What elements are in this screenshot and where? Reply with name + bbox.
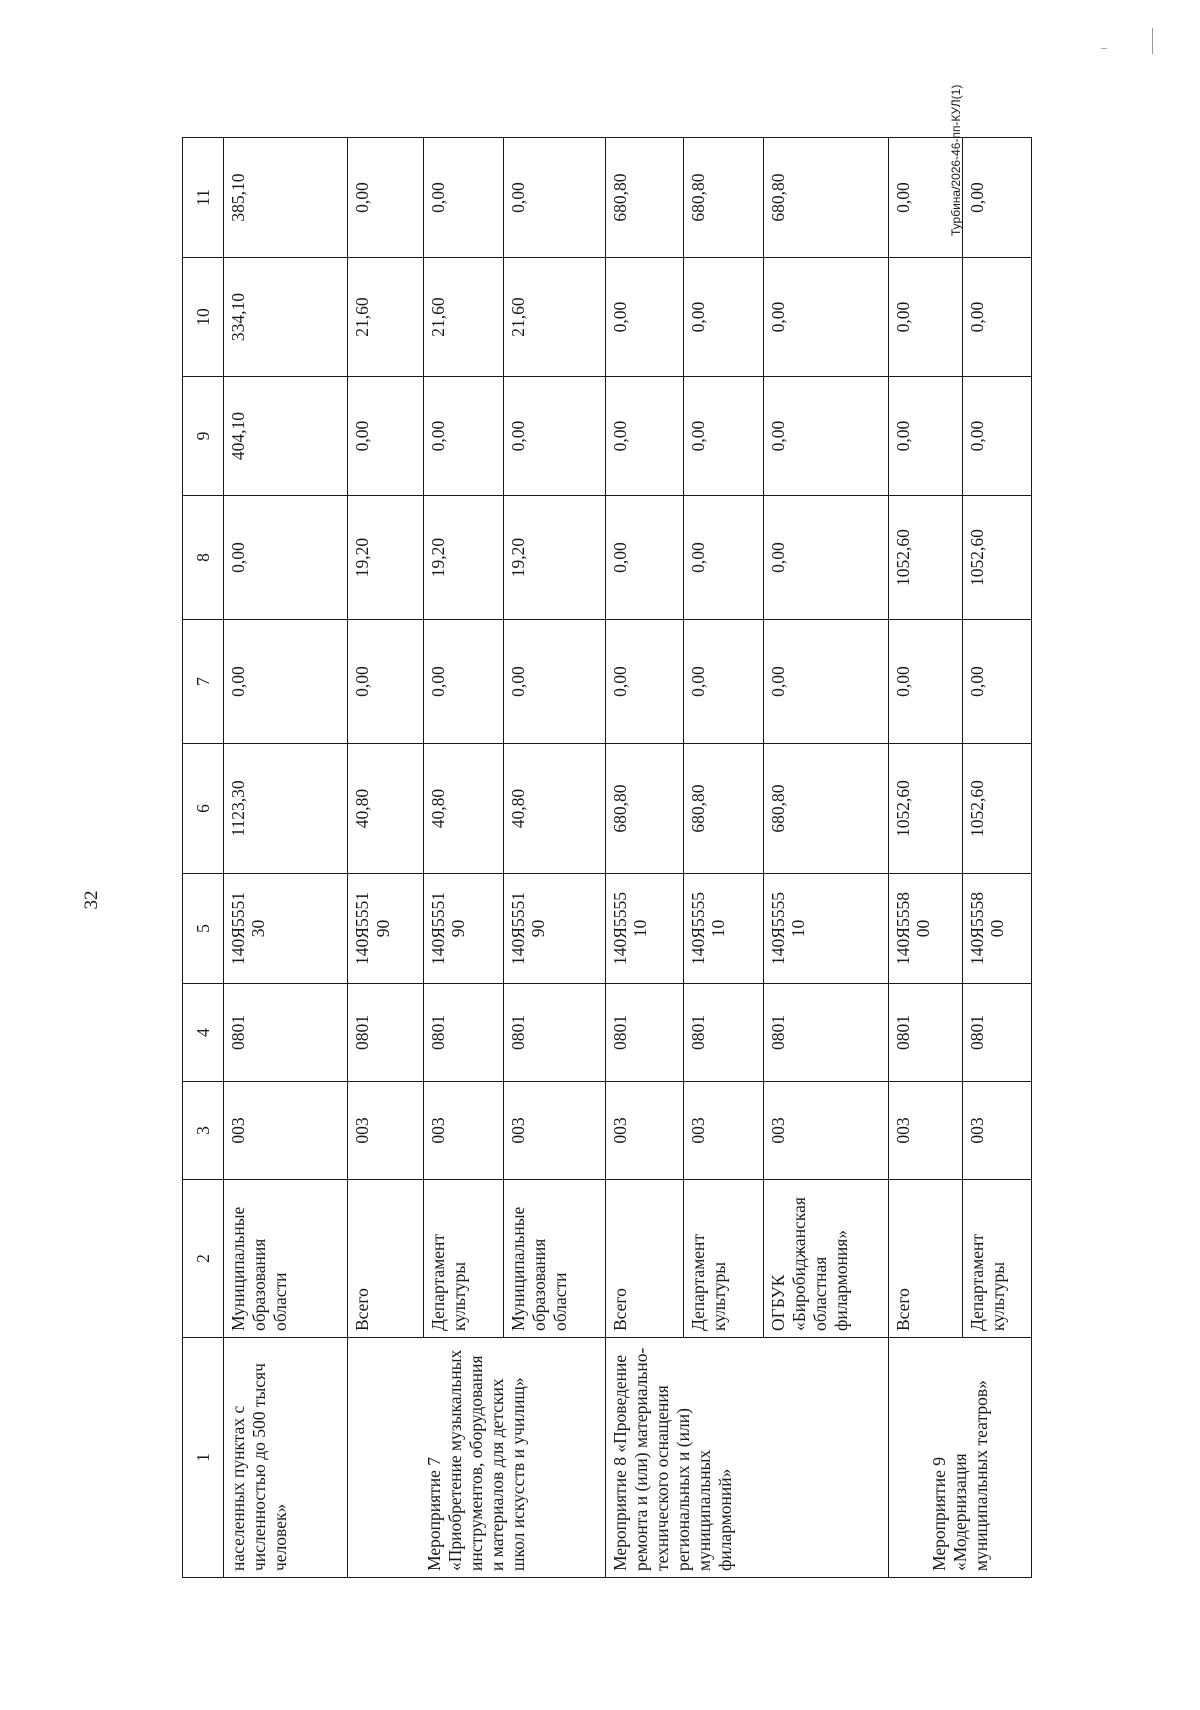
executor-cell: Всего (605, 1180, 683, 1338)
value-cell: 0,00 (683, 258, 763, 377)
section-code-cell: 0801 (962, 984, 1031, 1082)
col-header-10: 10 (183, 258, 224, 377)
value-cell: 0,00 (962, 258, 1031, 377)
value-cell: 0,00 (224, 620, 348, 744)
value-cell: 0,00 (504, 620, 606, 744)
rotated-table-wrapper (182, 138, 1032, 1578)
grbs-code-cell: 003 (504, 1082, 606, 1180)
value-cell: 334,10 (224, 258, 348, 377)
value-cell: 0,00 (348, 620, 424, 744)
col-header-5: 5 (183, 874, 224, 984)
col-header-9: 9 (183, 377, 224, 496)
executor-cell: ОГБУК «Биробиджанская областная филармония» (763, 1180, 888, 1338)
executor-cell: Муниципальные образования области (504, 1180, 606, 1338)
executor-cell: Всего (348, 1180, 424, 1338)
target-code-cell: 140Я5551 90 (424, 874, 504, 984)
value-cell: 1123,30 (224, 744, 348, 874)
section-code-cell: 0801 (348, 984, 424, 1082)
table-row (224, 138, 348, 1578)
value-cell: 0,00 (504, 377, 606, 496)
activity-cell: Мероприятие 8 «Проведение ремонта и (или) материально-технического оснащения региональных и (или) муниципальных филармоний» (605, 1338, 888, 1578)
value-cell: 0,00 (605, 377, 683, 496)
value-cell: 0,00 (763, 496, 888, 620)
value-cell: 0,00 (424, 138, 504, 258)
page-number: 32 (81, 890, 102, 910)
value-cell: 0,00 (605, 496, 683, 620)
target-code-cell: 140Я5555 10 (763, 874, 888, 984)
value-cell: 0,00 (763, 620, 888, 744)
value-cell: 0,00 (962, 138, 1031, 258)
value-cell: 0,00 (889, 138, 963, 258)
value-cell: 0,00 (605, 620, 683, 744)
table-row (889, 138, 963, 1578)
col-header-11: 11 (183, 138, 224, 258)
value-cell: 0,00 (683, 620, 763, 744)
value-cell: 680,80 (763, 744, 888, 874)
grbs-code-cell: 003 (683, 1082, 763, 1180)
value-cell: 0,00 (348, 138, 424, 258)
value-cell: 1052,60 (962, 744, 1031, 874)
value-cell: 0,00 (763, 258, 888, 377)
value-cell: 680,80 (763, 138, 888, 258)
col-header-4: 4 (183, 984, 224, 1082)
col-header-3: 3 (183, 1082, 224, 1180)
value-cell: 404,10 (224, 377, 348, 496)
col-header-7: 7 (183, 620, 224, 744)
value-cell: 680,80 (683, 744, 763, 874)
value-cell: 0,00 (348, 377, 424, 496)
value-cell: 0,00 (889, 620, 963, 744)
value-cell: 19,20 (424, 496, 504, 620)
activity-cell: населенных пунктах с численностью до 500 тысяч человек» (224, 1338, 348, 1578)
table-row (605, 138, 683, 1578)
header-row (183, 138, 224, 1578)
grbs-code-cell: 003 (348, 1082, 424, 1180)
grbs-code-cell: 003 (424, 1082, 504, 1180)
grbs-code-cell: 003 (763, 1082, 888, 1180)
target-code-cell: 140Я5555 10 (605, 874, 683, 984)
target-code-cell: 140Я5551 90 (348, 874, 424, 984)
target-code-cell: 140Я5551 30 (224, 874, 348, 984)
target-code-cell: 140Я5551 90 (504, 874, 606, 984)
value-cell: 21,60 (424, 258, 504, 377)
value-cell: 0,00 (504, 138, 606, 258)
value-cell: 680,80 (605, 138, 683, 258)
value-cell: 0,00 (962, 620, 1031, 744)
grbs-code-cell: 003 (962, 1082, 1031, 1180)
value-cell: 1052,60 (962, 496, 1031, 620)
executor-cell: Департамент культуры (962, 1180, 1031, 1338)
value-cell: 0,00 (683, 377, 763, 496)
value-cell: 1052,60 (889, 496, 963, 620)
value-cell: 1052,60 (889, 744, 963, 874)
value-cell: 21,60 (348, 258, 424, 377)
section-code-cell: 0801 (683, 984, 763, 1082)
executor-cell: Всего (889, 1180, 963, 1338)
value-cell: 19,20 (348, 496, 424, 620)
value-cell: 40,80 (424, 744, 504, 874)
activity-cell: Мероприятие 9 «Модернизация муниципальных театров» (889, 1338, 1032, 1578)
value-cell: 0,00 (424, 620, 504, 744)
section-code-cell: 0801 (763, 984, 888, 1082)
value-cell: 0,00 (889, 258, 963, 377)
margin-dot (1101, 48, 1107, 49)
col-header-8: 8 (183, 496, 224, 620)
target-code-cell: 140Я5558 00 (889, 874, 963, 984)
executor-cell: Департамент культуры (424, 1180, 504, 1338)
value-cell: 0,00 (889, 377, 963, 496)
section-code-cell: 0801 (605, 984, 683, 1082)
section-code-cell: 0801 (424, 984, 504, 1082)
section-code-cell: 0801 (224, 984, 348, 1082)
grbs-code-cell: 003 (889, 1082, 963, 1180)
value-cell: 19,20 (504, 496, 606, 620)
value-cell: 680,80 (683, 138, 763, 258)
table-row (348, 138, 424, 1578)
grbs-code-cell: 003 (224, 1082, 348, 1180)
value-cell: 21,60 (504, 258, 606, 377)
col-header-6: 6 (183, 744, 224, 874)
col-header-1: 1 (183, 1338, 224, 1578)
value-cell: 0,00 (962, 377, 1031, 496)
value-cell: 0,00 (763, 377, 888, 496)
value-cell: 40,80 (504, 744, 606, 874)
value-cell: 385,10 (224, 138, 348, 258)
document-code: Турбина/2026-46-пп-КУЛ(1) (949, 84, 963, 236)
grbs-code-cell: 003 (605, 1082, 683, 1180)
value-cell: 0,00 (424, 377, 504, 496)
target-code-cell: 140Я5555 10 (683, 874, 763, 984)
activity-cell: Мероприятие 7 «Приобретение музыкальных инструментов, оборудования и материалов для детских школ искусств и училищ» (348, 1338, 605, 1578)
value-cell: 0,00 (605, 258, 683, 377)
executor-cell: Департамент культуры (683, 1180, 763, 1338)
col-header-2: 2 (183, 1180, 224, 1338)
value-cell: 680,80 (605, 744, 683, 874)
value-cell: 40,80 (348, 744, 424, 874)
section-code-cell: 0801 (889, 984, 963, 1082)
value-cell: 0,00 (224, 496, 348, 620)
value-cell: 0,00 (683, 496, 763, 620)
executor-cell: Муниципальные образования области (224, 1180, 348, 1338)
margin-mark (1152, 28, 1153, 54)
target-code-cell: 140Я5558 00 (962, 874, 1031, 984)
section-code-cell: 0801 (504, 984, 606, 1082)
budget-table (182, 137, 1032, 1578)
